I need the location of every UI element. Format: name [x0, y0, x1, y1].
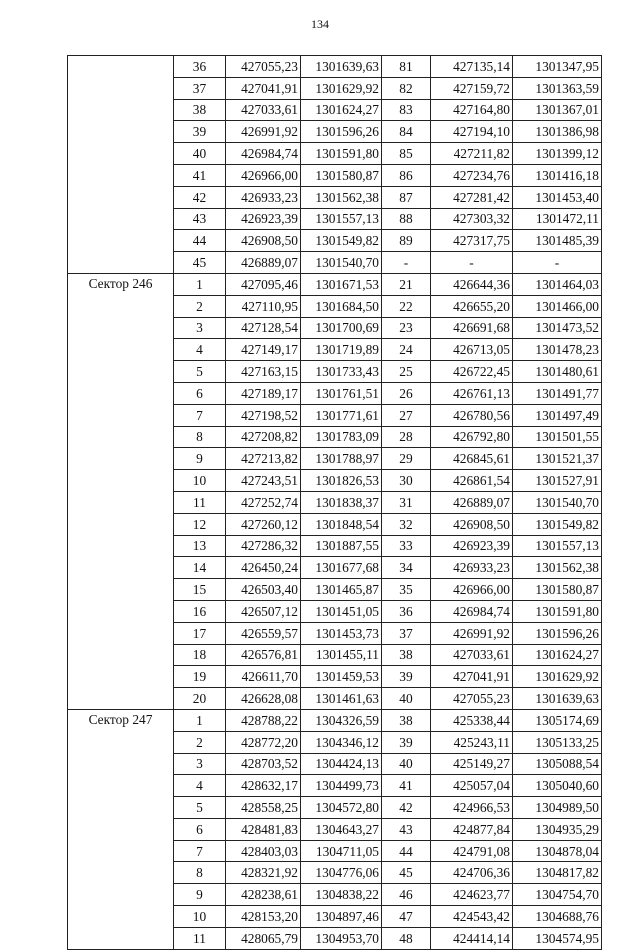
- point-number-cell: 21: [382, 273, 431, 295]
- y-coordinate-cell: 1301771,61: [301, 404, 382, 426]
- y-coordinate-cell: 1301562,38: [513, 557, 602, 579]
- x-coordinate-cell: 426908,50: [431, 513, 513, 535]
- x-coordinate-cell: 424877,84: [431, 818, 513, 840]
- x-coordinate-cell: 426722,45: [431, 361, 513, 383]
- x-coordinate-cell: 427213,82: [226, 448, 301, 470]
- point-number-cell: 8: [174, 426, 226, 448]
- y-coordinate-cell: 1301629,92: [513, 666, 602, 688]
- point-number-cell: 35: [382, 579, 431, 601]
- y-coordinate-cell: 1304499,73: [301, 775, 382, 797]
- point-number-cell: 88: [382, 208, 431, 230]
- x-coordinate-cell: 426611,70: [226, 666, 301, 688]
- x-coordinate-cell: 425338,44: [431, 709, 513, 731]
- y-coordinate-cell: 1304935,29: [513, 818, 602, 840]
- y-coordinate-cell: 1301719,89: [301, 339, 382, 361]
- y-coordinate-cell: 1301624,27: [301, 99, 382, 121]
- point-number-cell: 39: [174, 121, 226, 143]
- point-number-cell: 3: [174, 317, 226, 339]
- point-number-cell: 37: [174, 77, 226, 99]
- y-coordinate-cell: 1301596,26: [513, 622, 602, 644]
- point-number-cell: 3: [174, 753, 226, 775]
- x-coordinate-cell: 426792,80: [431, 426, 513, 448]
- x-coordinate-cell: 424706,36: [431, 862, 513, 884]
- x-coordinate-cell: 427234,76: [431, 164, 513, 186]
- y-coordinate-cell: 1301363,59: [513, 77, 602, 99]
- point-number-cell: 38: [174, 99, 226, 121]
- point-number-cell: 7: [174, 404, 226, 426]
- x-coordinate-cell: 427281,42: [431, 186, 513, 208]
- point-number-cell: 45: [174, 252, 226, 274]
- y-coordinate-cell: 1301491,77: [513, 382, 602, 404]
- x-coordinate-cell: 426908,50: [226, 230, 301, 252]
- point-number-cell: 86: [382, 164, 431, 186]
- y-coordinate-cell: 1301580,87: [301, 164, 382, 186]
- x-coordinate-cell: 426923,39: [226, 208, 301, 230]
- point-number-cell: 37: [382, 622, 431, 644]
- y-coordinate-cell: 1301848,54: [301, 513, 382, 535]
- y-coordinate-cell: -: [513, 252, 602, 274]
- y-coordinate-cell: 1304817,82: [513, 862, 602, 884]
- point-number-cell: 32: [382, 513, 431, 535]
- point-number-cell: 38: [382, 709, 431, 731]
- point-number-cell: 39: [382, 731, 431, 753]
- point-number-cell: 44: [382, 840, 431, 862]
- point-number-cell: 13: [174, 535, 226, 557]
- x-coordinate-cell: 426559,57: [226, 622, 301, 644]
- point-number-cell: 48: [382, 927, 431, 949]
- x-coordinate-cell: 427303,32: [431, 208, 513, 230]
- y-coordinate-cell: 1301527,91: [513, 470, 602, 492]
- y-coordinate-cell: 1301596,26: [301, 121, 382, 143]
- y-coordinate-cell: 1304953,70: [301, 927, 382, 949]
- y-coordinate-cell: 1301399,12: [513, 143, 602, 165]
- x-coordinate-cell: 428632,17: [226, 775, 301, 797]
- y-coordinate-cell: 1301733,43: [301, 361, 382, 383]
- point-number-cell: 30: [382, 470, 431, 492]
- point-number-cell: 2: [174, 295, 226, 317]
- x-coordinate-cell: 426991,92: [226, 121, 301, 143]
- y-coordinate-cell: 1301562,38: [301, 186, 382, 208]
- point-number-cell: 43: [382, 818, 431, 840]
- point-number-cell: 17: [174, 622, 226, 644]
- x-coordinate-cell: 428065,79: [226, 927, 301, 949]
- x-coordinate-cell: 426450,24: [226, 557, 301, 579]
- point-number-cell: 45: [382, 862, 431, 884]
- x-coordinate-cell: 424623,77: [431, 884, 513, 906]
- point-number-cell: 22: [382, 295, 431, 317]
- y-coordinate-cell: 1304838,22: [301, 884, 382, 906]
- point-number-cell: 4: [174, 339, 226, 361]
- y-coordinate-cell: 1301761,51: [301, 382, 382, 404]
- sector-label: [68, 56, 174, 274]
- y-coordinate-cell: 1301480,61: [513, 361, 602, 383]
- x-coordinate-cell: 428772,20: [226, 731, 301, 753]
- point-number-cell: 81: [382, 56, 431, 78]
- point-number-cell: 33: [382, 535, 431, 557]
- y-coordinate-cell: 1304754,70: [513, 884, 602, 906]
- x-coordinate-cell: 426966,00: [226, 164, 301, 186]
- x-coordinate-cell: 427033,61: [226, 99, 301, 121]
- y-coordinate-cell: 1301453,73: [301, 622, 382, 644]
- y-coordinate-cell: 1301367,01: [513, 99, 602, 121]
- y-coordinate-cell: 1301788,97: [301, 448, 382, 470]
- point-number-cell: 24: [382, 339, 431, 361]
- y-coordinate-cell: 1301580,87: [513, 579, 602, 601]
- y-coordinate-cell: 1301629,92: [301, 77, 382, 99]
- y-coordinate-cell: 1304643,27: [301, 818, 382, 840]
- x-coordinate-cell: 427260,12: [226, 513, 301, 535]
- y-coordinate-cell: 1304326,59: [301, 709, 382, 731]
- y-coordinate-cell: 1301521,37: [513, 448, 602, 470]
- x-coordinate-cell: 427211,82: [431, 143, 513, 165]
- point-number-cell: 6: [174, 818, 226, 840]
- y-coordinate-cell: 1305133,25: [513, 731, 602, 753]
- x-coordinate-cell: 424791,08: [431, 840, 513, 862]
- y-coordinate-cell: 1301639,63: [513, 688, 602, 710]
- x-coordinate-cell: 426691,68: [431, 317, 513, 339]
- y-coordinate-cell: 1304711,05: [301, 840, 382, 862]
- y-coordinate-cell: 1305040,60: [513, 775, 602, 797]
- x-coordinate-cell: 427055,23: [226, 56, 301, 78]
- x-coordinate-cell: 425149,27: [431, 753, 513, 775]
- y-coordinate-cell: 1301497,49: [513, 404, 602, 426]
- point-number-cell: 28: [382, 426, 431, 448]
- x-coordinate-cell: 428238,61: [226, 884, 301, 906]
- point-number-cell: 5: [174, 361, 226, 383]
- x-coordinate-cell: 427159,72: [431, 77, 513, 99]
- point-number-cell: 31: [382, 491, 431, 513]
- x-coordinate-cell: 427198,52: [226, 404, 301, 426]
- y-coordinate-cell: 1301459,53: [301, 666, 382, 688]
- table-row: [68, 709, 602, 731]
- x-coordinate-cell: 426507,12: [226, 600, 301, 622]
- point-number-cell: 20: [174, 688, 226, 710]
- x-coordinate-cell: 426984,74: [431, 600, 513, 622]
- y-coordinate-cell: 1301455,11: [301, 644, 382, 666]
- point-number-cell: 42: [382, 797, 431, 819]
- x-coordinate-cell: 426889,07: [226, 252, 301, 274]
- point-number-cell: 26: [382, 382, 431, 404]
- x-coordinate-cell: 427252,74: [226, 491, 301, 513]
- point-number-cell: 1: [174, 273, 226, 295]
- x-coordinate-cell: 427163,15: [226, 361, 301, 383]
- page-number: 134: [311, 17, 329, 31]
- point-number-cell: 14: [174, 557, 226, 579]
- point-number-cell: 8: [174, 862, 226, 884]
- x-coordinate-cell: 427208,82: [226, 426, 301, 448]
- y-coordinate-cell: 1301465,87: [301, 579, 382, 601]
- table-row: [68, 56, 602, 78]
- point-number-cell: 38: [382, 644, 431, 666]
- x-coordinate-cell: 427317,75: [431, 230, 513, 252]
- table-row: [68, 273, 602, 295]
- x-coordinate-cell: 427110,95: [226, 295, 301, 317]
- point-number-cell: 6: [174, 382, 226, 404]
- sector-label: Сектор 247: [68, 709, 174, 949]
- x-coordinate-cell: 426861,54: [431, 470, 513, 492]
- x-coordinate-cell: 427095,46: [226, 273, 301, 295]
- x-coordinate-cell: 424414,14: [431, 927, 513, 949]
- point-number-cell: 46: [382, 884, 431, 906]
- y-coordinate-cell: 1301838,37: [301, 491, 382, 513]
- y-coordinate-cell: 1304688,76: [513, 906, 602, 928]
- point-number-cell: 19: [174, 666, 226, 688]
- point-number-cell: 25: [382, 361, 431, 383]
- y-coordinate-cell: 1304572,80: [301, 797, 382, 819]
- y-coordinate-cell: 1301557,13: [513, 535, 602, 557]
- y-coordinate-cell: 1301671,53: [301, 273, 382, 295]
- y-coordinate-cell: 1301453,40: [513, 186, 602, 208]
- point-number-cell: 41: [174, 164, 226, 186]
- y-coordinate-cell: 1301557,13: [301, 208, 382, 230]
- y-coordinate-cell: 1304424,13: [301, 753, 382, 775]
- y-coordinate-cell: 1304776,06: [301, 862, 382, 884]
- y-coordinate-cell: 1301540,70: [301, 252, 382, 274]
- y-coordinate-cell: 1304897,46: [301, 906, 382, 928]
- point-number-cell: 41: [382, 775, 431, 797]
- y-coordinate-cell: 1301677,68: [301, 557, 382, 579]
- y-coordinate-cell: 1304346,12: [301, 731, 382, 753]
- point-number-cell: 4: [174, 775, 226, 797]
- point-number-cell: 83: [382, 99, 431, 121]
- x-coordinate-cell: 426576,81: [226, 644, 301, 666]
- point-number-cell: 18: [174, 644, 226, 666]
- x-coordinate-cell: 426845,61: [431, 448, 513, 470]
- y-coordinate-cell: 1304989,50: [513, 797, 602, 819]
- x-coordinate-cell: 427286,32: [226, 535, 301, 557]
- point-number-cell: 89: [382, 230, 431, 252]
- point-number-cell: 85: [382, 143, 431, 165]
- point-number-cell: 16: [174, 600, 226, 622]
- x-coordinate-cell: 426503,40: [226, 579, 301, 601]
- point-number-cell: 15: [174, 579, 226, 601]
- x-coordinate-cell: 427149,17: [226, 339, 301, 361]
- x-coordinate-cell: 428481,83: [226, 818, 301, 840]
- y-coordinate-cell: 1301472,11: [513, 208, 602, 230]
- point-number-cell: 40: [382, 688, 431, 710]
- x-coordinate-cell: 425057,04: [431, 775, 513, 797]
- y-coordinate-cell: 1301485,39: [513, 230, 602, 252]
- sector-label: Сектор 246: [68, 273, 174, 709]
- point-number-cell: 47: [382, 906, 431, 928]
- x-coordinate-cell: 425243,11: [431, 731, 513, 753]
- y-coordinate-cell: 1301887,55: [301, 535, 382, 557]
- point-number-cell: 5: [174, 797, 226, 819]
- y-coordinate-cell: 1301478,23: [513, 339, 602, 361]
- y-coordinate-cell: 1301416,18: [513, 164, 602, 186]
- point-number-cell: 87: [382, 186, 431, 208]
- x-coordinate-cell: 427041,91: [431, 666, 513, 688]
- y-coordinate-cell: 1301451,05: [301, 600, 382, 622]
- y-coordinate-cell: 1304878,04: [513, 840, 602, 862]
- y-coordinate-cell: 1301464,03: [513, 273, 602, 295]
- point-number-cell: 84: [382, 121, 431, 143]
- x-coordinate-cell: 427033,61: [431, 644, 513, 666]
- x-coordinate-cell: 426780,56: [431, 404, 513, 426]
- y-coordinate-cell: 1301347,95: [513, 56, 602, 78]
- x-coordinate-cell: 426984,74: [226, 143, 301, 165]
- point-number-cell: 29: [382, 448, 431, 470]
- x-coordinate-cell: 427041,91: [226, 77, 301, 99]
- point-number-cell: 11: [174, 927, 226, 949]
- y-coordinate-cell: 1301826,53: [301, 470, 382, 492]
- x-coordinate-cell: -: [431, 252, 513, 274]
- point-number-cell: 10: [174, 906, 226, 928]
- x-coordinate-cell: 428321,92: [226, 862, 301, 884]
- y-coordinate-cell: 1301783,09: [301, 426, 382, 448]
- x-coordinate-cell: 426644,36: [431, 273, 513, 295]
- x-coordinate-cell: 426923,39: [431, 535, 513, 557]
- x-coordinate-cell: 426655,20: [431, 295, 513, 317]
- x-coordinate-cell: 427135,14: [431, 56, 513, 78]
- point-number-cell: 27: [382, 404, 431, 426]
- point-number-cell: 1: [174, 709, 226, 731]
- point-number-cell: -: [382, 252, 431, 274]
- x-coordinate-cell: 426933,23: [431, 557, 513, 579]
- y-coordinate-cell: 1305174,69: [513, 709, 602, 731]
- x-coordinate-cell: 427128,54: [226, 317, 301, 339]
- y-coordinate-cell: 1301549,82: [513, 513, 602, 535]
- point-number-cell: 9: [174, 448, 226, 470]
- point-number-cell: 2: [174, 731, 226, 753]
- y-coordinate-cell: 1301684,50: [301, 295, 382, 317]
- point-number-cell: 7: [174, 840, 226, 862]
- y-coordinate-cell: 1301639,63: [301, 56, 382, 78]
- y-coordinate-cell: 1301591,80: [513, 600, 602, 622]
- x-coordinate-cell: 426889,07: [431, 491, 513, 513]
- y-coordinate-cell: 1301540,70: [513, 491, 602, 513]
- point-number-cell: 36: [382, 600, 431, 622]
- x-coordinate-cell: 428788,22: [226, 709, 301, 731]
- point-number-cell: 10: [174, 470, 226, 492]
- y-coordinate-cell: 1301386,98: [513, 121, 602, 143]
- x-coordinate-cell: 426713,05: [431, 339, 513, 361]
- x-coordinate-cell: 427189,17: [226, 382, 301, 404]
- point-number-cell: 43: [174, 208, 226, 230]
- point-number-cell: 42: [174, 186, 226, 208]
- coordinates-table: [67, 55, 602, 950]
- coordinates-table-body: [68, 56, 602, 950]
- y-coordinate-cell: 1301591,80: [301, 143, 382, 165]
- point-number-cell: 82: [382, 77, 431, 99]
- x-coordinate-cell: 427055,23: [431, 688, 513, 710]
- x-coordinate-cell: 428703,52: [226, 753, 301, 775]
- y-coordinate-cell: 1301624,27: [513, 644, 602, 666]
- x-coordinate-cell: 426933,23: [226, 186, 301, 208]
- x-coordinate-cell: 426991,92: [431, 622, 513, 644]
- x-coordinate-cell: 426761,13: [431, 382, 513, 404]
- x-coordinate-cell: 428153,20: [226, 906, 301, 928]
- x-coordinate-cell: 426966,00: [431, 579, 513, 601]
- y-coordinate-cell: 1304574,95: [513, 927, 602, 949]
- y-coordinate-cell: 1305088,54: [513, 753, 602, 775]
- point-number-cell: 39: [382, 666, 431, 688]
- x-coordinate-cell: 424966,53: [431, 797, 513, 819]
- x-coordinate-cell: 428403,03: [226, 840, 301, 862]
- point-number-cell: 44: [174, 230, 226, 252]
- point-number-cell: 40: [382, 753, 431, 775]
- point-number-cell: 9: [174, 884, 226, 906]
- point-number-cell: 11: [174, 491, 226, 513]
- point-number-cell: 40: [174, 143, 226, 165]
- x-coordinate-cell: 424543,42: [431, 906, 513, 928]
- x-coordinate-cell: 427243,51: [226, 470, 301, 492]
- y-coordinate-cell: 1301461,63: [301, 688, 382, 710]
- y-coordinate-cell: 1301466,00: [513, 295, 602, 317]
- x-coordinate-cell: 427164,80: [431, 99, 513, 121]
- y-coordinate-cell: 1301501,55: [513, 426, 602, 448]
- x-coordinate-cell: 427194,10: [431, 121, 513, 143]
- point-number-cell: 36: [174, 56, 226, 78]
- x-coordinate-cell: 426628,08: [226, 688, 301, 710]
- point-number-cell: 12: [174, 513, 226, 535]
- y-coordinate-cell: 1301473,52: [513, 317, 602, 339]
- y-coordinate-cell: 1301700,69: [301, 317, 382, 339]
- x-coordinate-cell: 428558,25: [226, 797, 301, 819]
- point-number-cell: 34: [382, 557, 431, 579]
- y-coordinate-cell: 1301549,82: [301, 230, 382, 252]
- point-number-cell: 23: [382, 317, 431, 339]
